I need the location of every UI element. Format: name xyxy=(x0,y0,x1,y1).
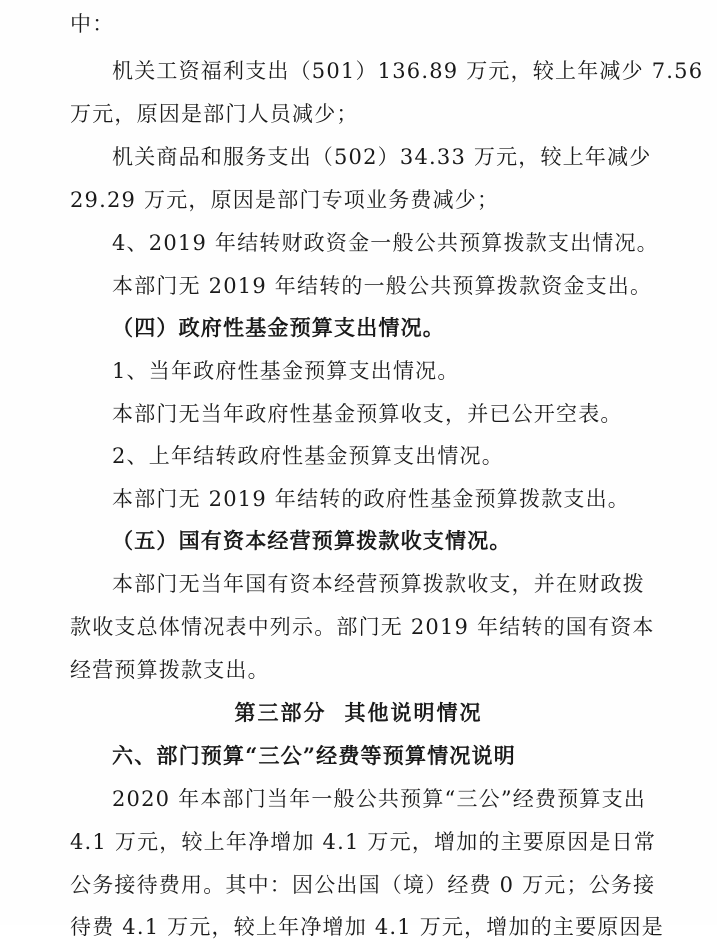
paragraph-line: 本部门无当年政府性基金预算收支，并已公开空表。 xyxy=(112,402,623,426)
paragraph-line: 1、当年政府性基金预算支出情况。 xyxy=(112,359,460,383)
paragraph-line: 本部门无 2019 年结转的一般公共预算拨款资金支出。 xyxy=(112,274,653,298)
section-heading: （五）国有资本经营预算拨款收支情况。 xyxy=(112,528,512,553)
paragraph-line: 29.29 万元，原因是部门专项业务费减少； xyxy=(70,188,500,212)
paragraph-line: 2020 年本部门当年一般公共预算“三公”经费预算支出 xyxy=(112,787,646,811)
paragraph-line: 公务接待费用。其中：因公出国（境）经费 0 万元；公务接 xyxy=(70,873,656,897)
paragraph-line: 机关商品和服务支出（502）34.33 万元，较上年减少 xyxy=(112,145,652,169)
part-title xyxy=(0,699,717,727)
section-heading: （四）政府性基金预算支出情况。 xyxy=(112,315,445,340)
paragraph-line: 万元，原因是部门人员减少； xyxy=(70,102,359,126)
paragraph-line: 本部门无当年国有资本经营预算拨款收支，并在财政拨 xyxy=(112,572,645,596)
part-title-number: 第三部分 xyxy=(234,700,327,725)
section-heading: 六、部门预算“三公”经费等预算情况说明 xyxy=(112,743,516,768)
paragraph-line: 款收支总体情况表中列示。部门无 2019 年结转的国有资本 xyxy=(70,615,655,639)
paragraph-line: 待费 4.1 万元，较上年净增加 4.1 万元，增加的主要原因是 xyxy=(70,915,664,939)
paragraph-line: 中： xyxy=(70,12,115,36)
paragraph-line: 2、上年结转政府性基金预算支出情况。 xyxy=(112,444,504,468)
part-title-text: 其他说明情况 xyxy=(344,700,483,725)
paragraph-line: 经营预算拨款支出。 xyxy=(70,658,270,682)
paragraph-line: 4.1 万元，较上年净增加 4.1 万元，增加的主要原因是日常 xyxy=(70,830,657,854)
paragraph-line: 4、2019 年结转财政资金一般公共预算拨款支出情况。 xyxy=(112,231,659,255)
paragraph-line: 本部门无 2019 年结转的政府性基金预算拨款支出。 xyxy=(112,487,630,511)
paragraph-line: 机关工资福利支出（501）136.89 万元，较上年减少 7.56 xyxy=(112,59,704,83)
